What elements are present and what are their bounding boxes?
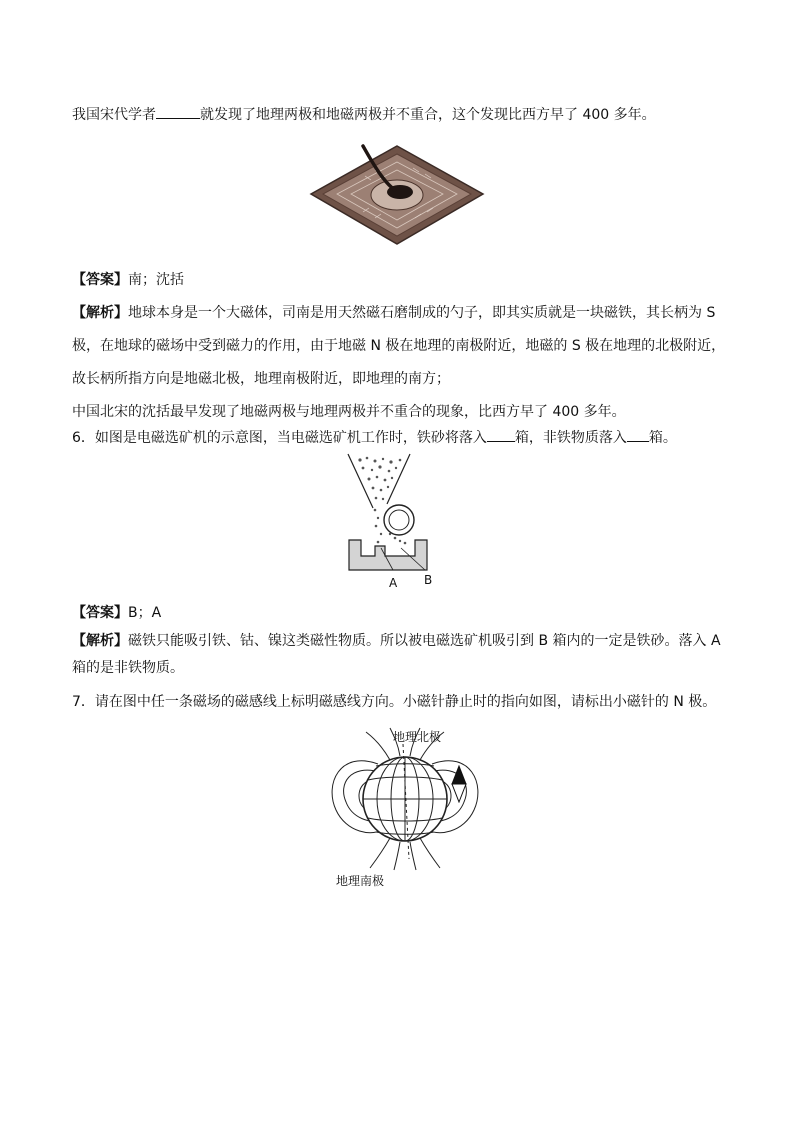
label-box-b: B <box>424 573 433 587</box>
label-geographic-north: 地理北极 <box>393 730 442 744</box>
q5-answer <box>72 270 184 290</box>
q5-analysis-line1: 【解析】地球本身是一个大磁体，司南是用天然磁石磨制成的勺子，即其实质就是一块磁铁，其长柄为 S <box>72 305 716 321</box>
magnetic-separator-figure <box>345 452 445 576</box>
small-magnetic-needle[interactable] <box>450 765 468 803</box>
q7-stem: 7．请在图中任一条磁场的磁感线上标明磁感线方向。小磁针静止时的指向如图，请标出小磁针的 N 极。 <box>72 694 717 710</box>
q6-analysis-line1: 【解析】磁铁只能吸引铁、钴、镍这类磁性物质。所以被电磁选矿机吸引到 B 箱内的一定是铁砂。落入 A <box>72 633 721 649</box>
q6-blank-1[interactable] <box>487 427 515 442</box>
q5-answer-text: 南；沈括 <box>128 272 184 288</box>
label-geographic-south: 地理南极 <box>336 874 385 888</box>
q6-answer <box>72 603 161 623</box>
sinan-compass-figure <box>305 138 489 250</box>
q6-answer-text: B；A <box>128 605 162 621</box>
q5-stem <box>72 104 656 125</box>
q5-analysis-line3: 故长柄所指方向是地磁北极，地理南极附近，即地理的南方； <box>72 371 450 387</box>
q6-answer-tag: 【答案】 <box>72 605 128 621</box>
q5-blank[interactable] <box>156 104 200 119</box>
q5-analysis-line4: 中国北宋的沈括最早发现了地磁两极与地理两极并不重合的现象，比西方早了 400 多年。 <box>72 404 626 420</box>
q5-stem-before: 我国宋代学者 <box>72 107 156 123</box>
q6-analysis-tag: 【解析】 <box>72 633 128 649</box>
q5-analysis-line2: 极，在地球的磁场中受到磁力的作用，由于地磁 N 极在地理的南极附近，地磁的 S 极在地理的北极附近， <box>72 338 726 354</box>
q5-analysis-tag: 【解析】 <box>72 305 128 321</box>
q6-blank-2[interactable] <box>627 427 649 442</box>
q5-stem-after: 就发现了地理两极和地磁两极并不重合，这个发现比西方早了 400 多年。 <box>200 107 656 123</box>
label-box-a: A <box>389 576 398 590</box>
q6-stem: 6．如图是电磁选矿机的示意图，当电磁选矿机工作时，铁砂将落入 箱，非铁物质落入 箱。 <box>72 427 677 448</box>
q5-answer-tag: 【答案】 <box>72 272 128 288</box>
q6-analysis-line2: 箱的是非铁物质。 <box>72 660 184 676</box>
